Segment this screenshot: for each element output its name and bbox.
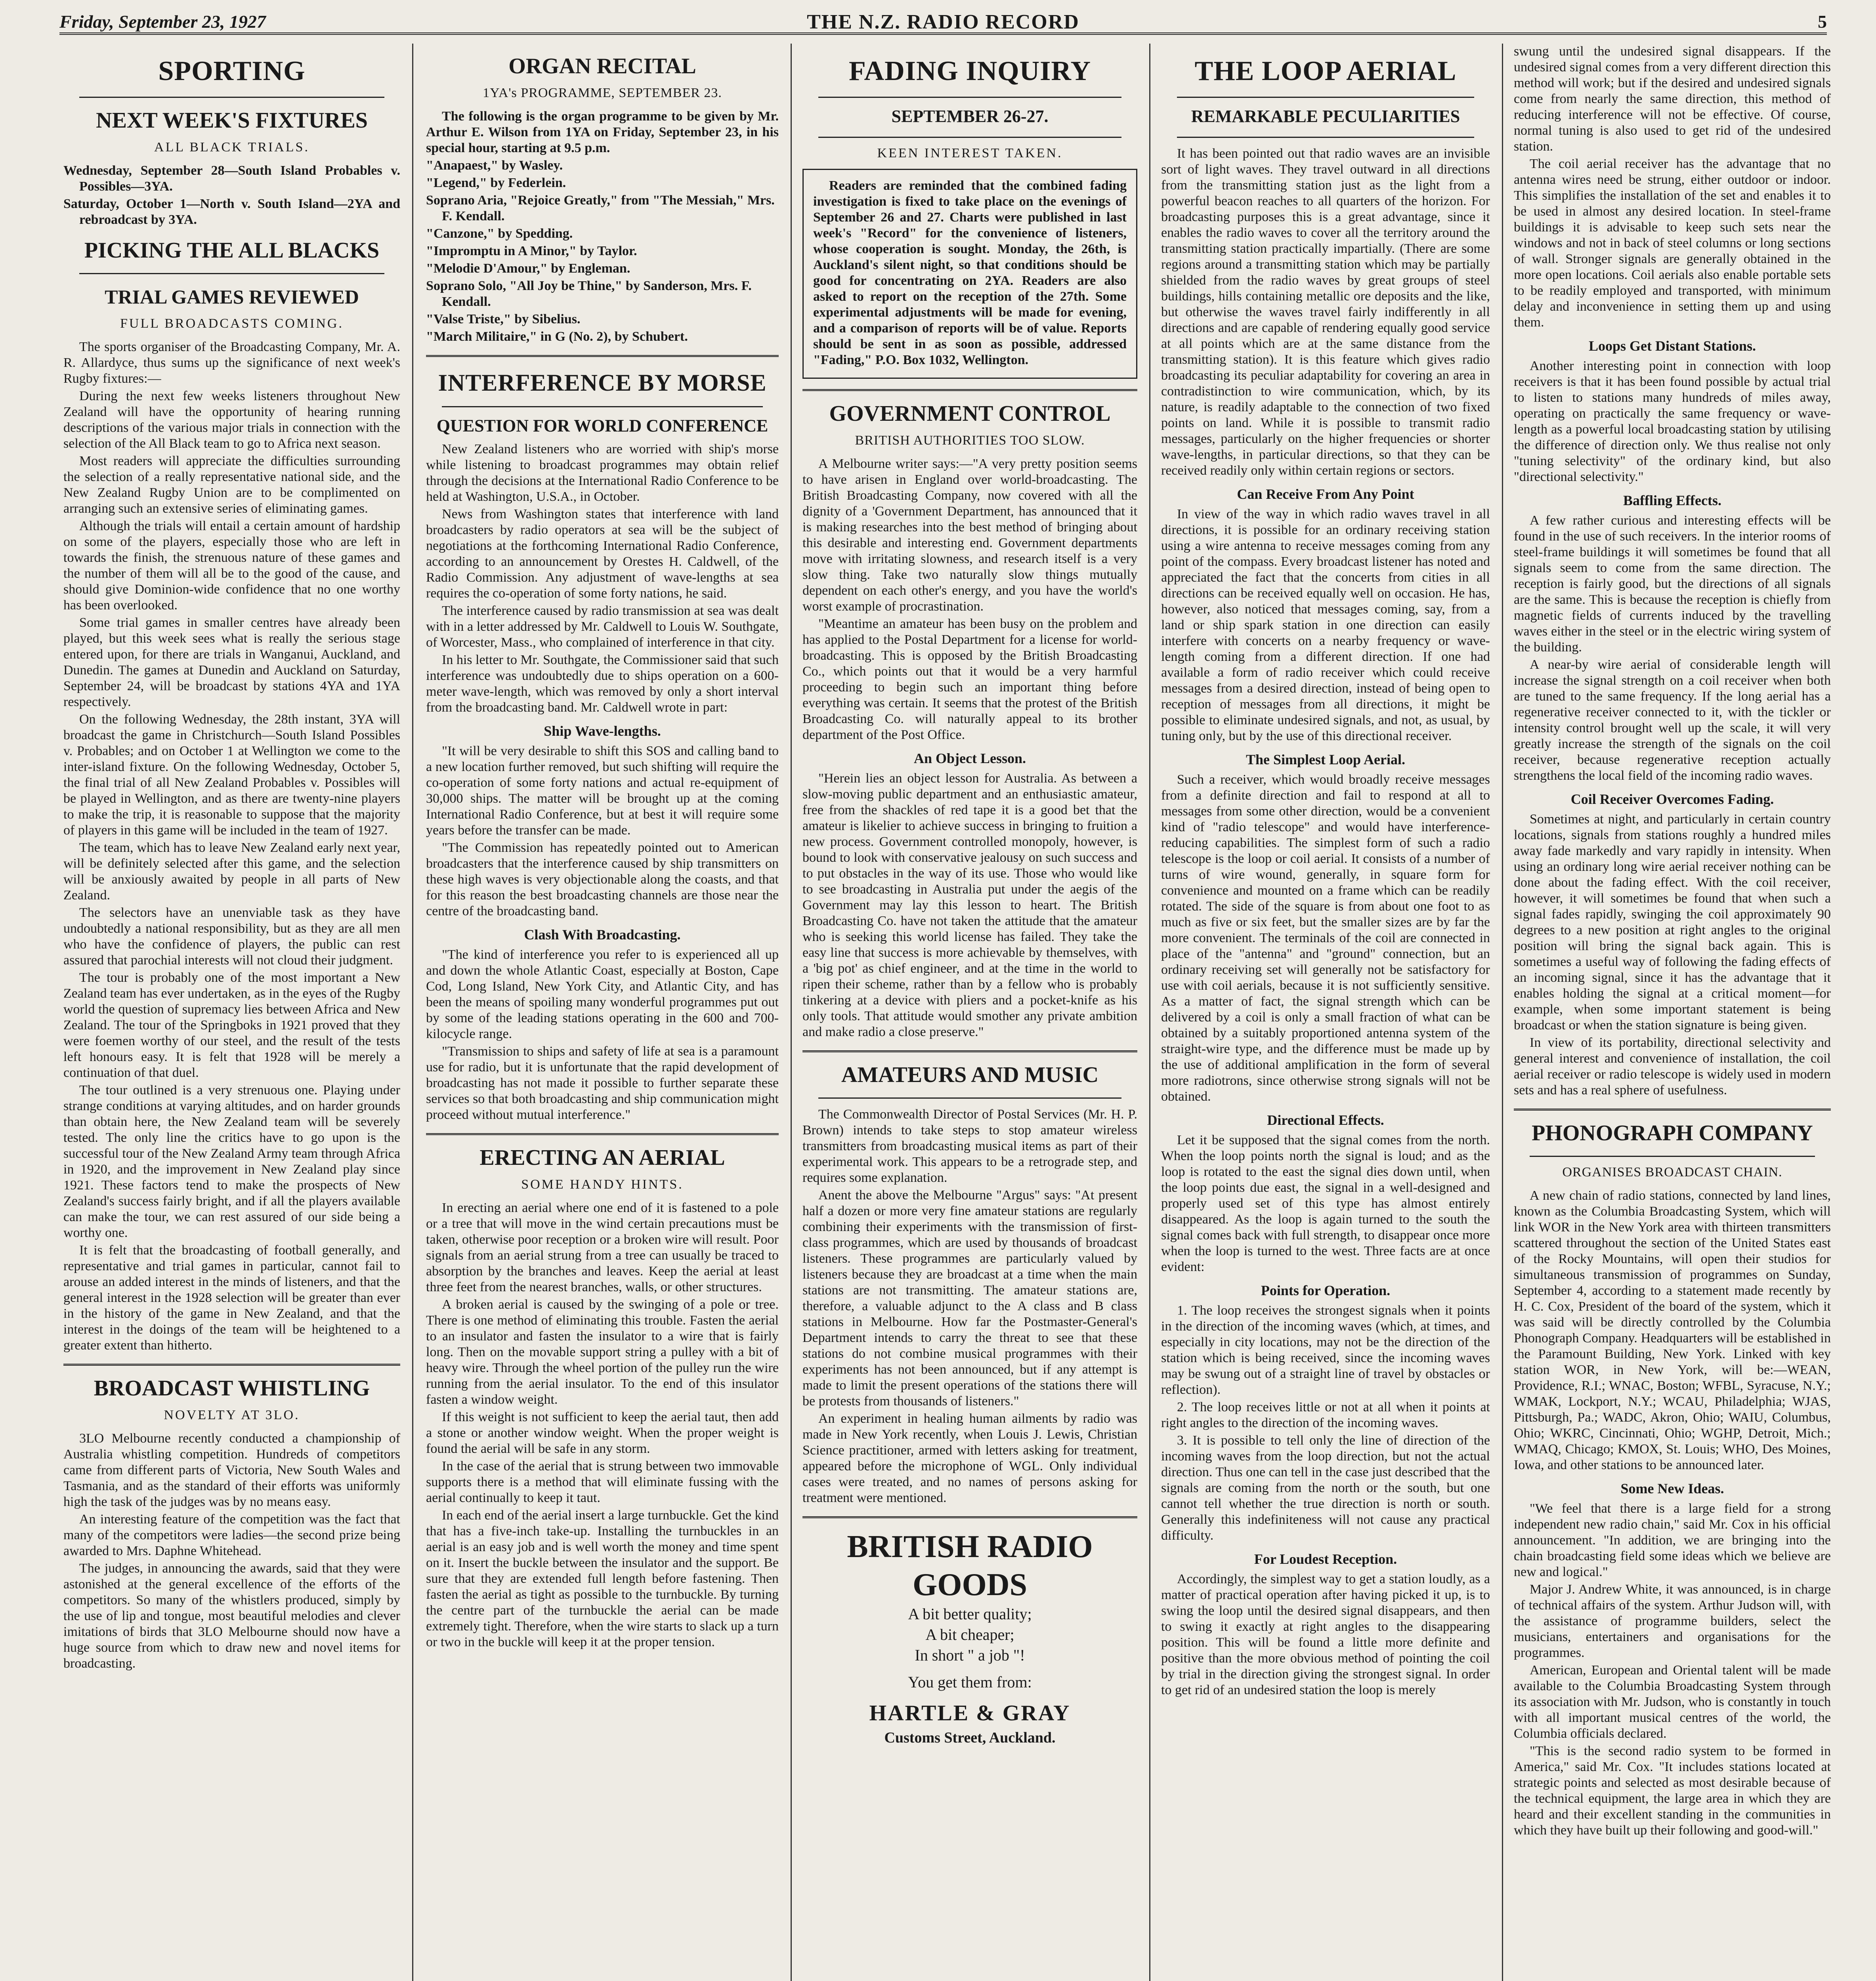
fixtures-subheading: ALL BLACK TRIALS. — [154, 140, 309, 155]
article-paragraph: The selectors have an unenviable task as they have undoubtedly a national responsibility, but as they are all men who have the confidence of players, the public can rest assured that parochial interests will not cloud their judgment. — [63, 905, 400, 968]
section-subheading: Some New Ideas. — [1620, 1481, 1724, 1496]
column-rule — [412, 44, 413, 1981]
section-subheading: Clash With Broadcasting. — [524, 927, 681, 943]
organ-recital-heading: ORGAN RECITAL — [508, 54, 696, 78]
article-paragraph: Accordingly, the simplest way to get a station loudly, as a matter of practical operation after having picked it up, is to swing the loop until the desired signal disappears, and then to swing it exactly at right angles to the disappearing position. This will be found a little more definite and positive than the more obvious method of pointing the coil by trial in the direction giving the strongest signal. In order to get rid of an undesired station the loop is merely — [1161, 1572, 1490, 1697]
section-subheading: For Loudest Reception. — [1254, 1551, 1397, 1567]
ad-line: A bit cheaper; — [925, 1626, 1014, 1643]
advertisement — [802, 1528, 1137, 1746]
article-paragraph: It has been pointed out that radio waves are an invisible sort of light waves. They travel outward in all directions from the transmitting station just as the light from a powerful beacon reaches to all quarters of the horizon. For broadcasting purposes this is a great advantage, since it enables the radio waves to cover all the territory around the transmitting station practically impartially. (There are some regions around a transmitting station which may be partially shielded from the radio waves by great groups of steel buildings, hills containing metallic ore deposits and the like, but otherwise the waves travel fairly indifferently in all directions and are capable of rendering equally good service at all points which are at the same distance from the transmitting station). It is this feature which gives radio broadcasting its peculiar adaptability for covering an area in contradistinction to wire communication, which, by its nature, is readily adaptable to the connection of two fixed points on land. While it is possible to transmit radio messages, particularly on the higher frequencies or shorter wave-lengths, in particular directions, so that they can be received readily only within certain regions or sectors. — [1161, 146, 1490, 478]
programme-item: Soprano Solo, "All Joy be Thine," by Sanderson, Mrs. F. Kendall. — [426, 279, 752, 309]
section-subheading: Coil Receiver Overcomes Fading. — [1570, 791, 1774, 807]
fixture-item: Wednesday, September 28—South Island Probables v. Possibles—3YA. — [63, 163, 400, 194]
fading-subheading: KEEN INTEREST TAKEN. — [877, 146, 1063, 160]
article-paragraph: "This is the second radio system to be formed in America," said Mr. Cox. "It includes stations located at strategic points and selected as most desirable because of the technical equipment, the large area in which they are heard and their excellent standing in the communities in which they have built up their following and good-will." — [1514, 1744, 1831, 1838]
article-paragraph: The judges, in announcing the awards, said that they were astonished at the general excellence of the efforts of the competitors. So many of the whistlers produced, simply by the use of lip and tongue, most beautiful melodies and clever imitations of birds that 3LO Melbourne should now have a huge source from which to draw new and novel items for broadcasting. — [63, 1561, 400, 1671]
programme-item: "March Militaire," in G (No. 2), by Schubert. — [426, 329, 688, 344]
divider — [818, 137, 1121, 138]
divider — [426, 1133, 779, 1135]
article-paragraph: An interesting feature of the competition was the fact that many of the competitors were ladies—the second prize being awarded to Mrs. Daphne Whitehead. — [63, 1512, 400, 1558]
divider — [1530, 1156, 1815, 1157]
article-paragraph: 3LO Melbourne recently conducted a championship of Australia whistling competition. Hundreds of competitors came from different parts of Victoria, New South Wales and Tasmania, and as the standard of their efforts was uniformly high the task of the judges was by no means easy. — [63, 1431, 400, 1509]
ad-line: You get them from: — [908, 1673, 1032, 1691]
programme-item: "Legend," by Federlein. — [426, 176, 566, 190]
article-paragraph: A new chain of radio stations, connected by land lines, known as the Columbia Broadcasting System, which will link WOR in the New York area with thirteen transmitters scattered throughout the section of the United States east of the Rocky Mountains, will open their studios for simultaneous transmission of programmes on Sunday, September 4, according to a statement made recently by H. C. Cox, President of the board of the system, which it was said will be directly controlled by the Columbia Phonograph Company. Headquarters will be established in the Paramount Building, New York. Linked with key station WOR, in New York, will be:—WEAN, Providence, R.I.; WNAC, Boston; WFBL, Syracuse, N.Y.; WMAK, Lockport, N.Y.; WCAU, Philadelphia; WJAS, Pittsburgh, Pa.; WADC, Akron, Ohio; WAIU, Columbus, Ohio; WKRC, Cincinnati, Ohio; WGHP, Detroit, Mich.; WMAQ, Chicago; KMOX, St. Louis; WHO, Des Moines, Iowa, and other stations to be announced later. — [1514, 1188, 1831, 1472]
ad-address: Customs Street, Auckland. — [884, 1729, 1056, 1746]
fading-notice — [802, 169, 1137, 379]
divider — [63, 1364, 400, 1366]
divider — [802, 1516, 1137, 1518]
fading-dates: SEPTEMBER 26-27. — [891, 107, 1049, 126]
article-paragraph: The Commonwealth Director of Postal Services (Mr. H. P. Brown) intends to take steps to stop amateur wireless transmitters from broadcasting musical items as part of their experimental work. This appears to be a retrograde step, and requires some explanation. — [802, 1107, 1137, 1185]
article-paragraph: "The kind of interference you refer to is experienced all up and down the whole Atlantic Coast, especially at Boston, Cape Cod, Long Island, New York City, and Atlantic City, and has been the means of spoiling many wonderful programmes put out by some of the leading stations operating in the 600 and 700-kilocycle range. — [426, 947, 779, 1041]
article-paragraph: A Melbourne writer says:—"A very pretty position seems to have arisen in England over world-broadcasting. The British Broadcasting Company, now covered with all the dignity of a 'Government Department, has announced that it is making researches into the best method of bringing about this desirable and interesting end. Government departments move with irritating slowness, and research itself is a very slow thing. Take two naturally slow things mutually dependent on each other's energy, and you have the world's worst example of procrastination. — [802, 456, 1137, 614]
article-paragraph: In the case of the aerial that is strung between two immovable supports there is a method that will eliminate fussing with the aerial continually to keep it taut. — [426, 1459, 779, 1505]
section-subheading: The Simplest Loop Aerial. — [1246, 752, 1406, 767]
article-paragraph: swung until the undesired signal disappears. If the undesired signal comes from a very different direction this method will work; but if the desired and undesired signals come from nearly the same direction, this method of reducing interference will not be effective. Of course, normal tuning is also used to get rid of the undesired station. — [1514, 44, 1831, 154]
column-organ-recital — [426, 44, 779, 1981]
article-paragraph: A few rather curious and interesting effects will be found in the use of such receivers. In the interior rooms of steel-frame buildings it will sometimes be found that all signals seem to come from the same direction. The reception is fairly good, but the directions of all signals are the same. This is because the reception is chiefly from magnetic fields of currents induced by the travelling waves either in the steel or in the electric wiring system of the building. — [1514, 513, 1831, 655]
programme-item: "Anapaest," by Wasley. — [426, 158, 563, 173]
article-paragraph: On the following Wednesday, the 28th instant, 3YA will broadcast the game in Christchurch—South Island Possibles v. Probables; and on October 1 at Wellington we come to the inter-island fixture. On the following Wednesday, October 5, the final trial of all New Zealand Probables v. Possibles will be played in Wellington, and as there are twenty-nine players to make the trip, it is reasonable to suppose that the majority of players in this game will be included in the team of 1927. — [63, 712, 400, 838]
article-paragraph: Such a receiver, which would broadly receive messages from a definite direction and fail to respond at all to messages from some other direction, would be a convenient kind of "radio telescope" and would have interference-reducing capabilities. The simplest form of such a radio telescope is the loop or coil aerial. It consists of a number of turns of wire wound, generally, in square form for convenience and mounted on a frame which can be readily rotated. The side of the square is from about one foot to as much as five or six feet, but the smaller sizes are by far the more convenient. The terminals of the coil are connected in place of the "antenna" and "ground" connection, but an ordinary receiving set will generally not be satisfactory for use with coil aerials, because it is not sufficiently sensitive. As a matter of fact, the signal strength which can be delivered by a coil is only a small fraction of what can be obtained by a suitably proportioned antenna system of the straight-wire type, and the difference must be made up by the use of additional amplification in the form of several more radiotrons, since otherwise strong signals will not be obtained. — [1161, 772, 1490, 1104]
article-paragraph: It is felt that the broadcasting of football generally, and representative and trial games in particular, cannot fail to arouse an added interest in the minds of listeners, and that the general interest in the 1928 selection will be greater than ever in the history of the game in New Zealand, and that the interest in the doings of the team will be heightened to a greater extent than hitherto. — [63, 1243, 400, 1353]
notice-text: Readers are reminded that the combined fading investigation is fixed to take place on the evenings of September 26 and 27. Charts were published in last week's "Record" for the convenience of listeners, whose cooperation is sought. Monday, the 26th, is Auckland's silent night, so that conditions should be good for concentrating on 2YA. Readers are also asked to report on the reception of the 27th. Some experimental adjustments will be made for evening, and a comparison of reports will be of value. Reports should be sent in as soon as possible, addressed "Fading," P.O. Box 1032, Wellington. — [813, 178, 1127, 367]
column-rule — [1502, 44, 1503, 1981]
aerial-heading: ERECTING AN AERIAL — [480, 1145, 725, 1170]
ad-line: In short " a job "! — [915, 1646, 1025, 1664]
article-paragraph: Most readers will appreciate the difficulties surrounding the selection of a really representative national side, and the New Zealand Rugby Union are to be complimented on arranging such an extensive series of eliminating games. — [63, 454, 400, 516]
article-paragraph: Although the trials will entail a certain amount of hardship on some of the players, especially those who are left in towards the finish, the strenuous nature of these games and the number of them will all be to the good of the cause, and should give Dominion-wide confidence that no one worthy has been overlooked. — [63, 519, 400, 613]
article-paragraph: In his letter to Mr. Southgate, the Commissioner said that such interference was undoubtedly due to ships operation on a 600-meter wave-length, which was removed by only a short interval from the broadcasting band. Mr. Caldwell wrote in part: — [426, 653, 779, 715]
interference-heading: INTERFERENCE BY MORSE — [438, 370, 767, 396]
divider — [1177, 97, 1474, 98]
divider — [802, 389, 1137, 391]
divider — [1177, 137, 1474, 138]
column-fading-inquiry — [802, 44, 1137, 1981]
section-subheading: Can Receive From Any Point — [1237, 486, 1414, 502]
all-blacks-heading: PICKING THE ALL BLACKS — [84, 238, 380, 263]
fixtures-heading: NEXT WEEK'S FIXTURES — [96, 108, 368, 133]
article-paragraph: New Zealand listeners who are worried with ship's morse while listening to broadcast programmes may obtain relief through the decisions at the International Radio Conference to be held at Washington, U.S.A., in October. — [426, 442, 779, 504]
divider — [1514, 1109, 1831, 1111]
fading-heading: FADING INQUIRY — [848, 56, 1091, 86]
sporting-heading: SPORTING — [158, 56, 306, 86]
section-subheading: Directional Effects. — [1267, 1112, 1384, 1128]
article-paragraph: "It will be very desirable to shift this SOS and calling band to a new location further removed, but such shifting will require the co-operation of some forty nations and actual re-equipment of 30,000 ships. The matter will be brought up at the coming International Radio Conference, but at best it will require some years before the transfer can be made. — [426, 744, 779, 838]
programme-item: "Valse Triste," by Sibelius. — [426, 312, 581, 326]
divider — [79, 97, 384, 98]
section-subheading: Loops Get Distant Stations. — [1588, 338, 1756, 354]
ad-line: A bit better quality; — [908, 1605, 1032, 1623]
article-paragraph: In view of the way in which radio waves travel in all directions, it is possible for an ordinary receiving station using a wire antenna to receive messages coming from any point of the compass. Every broadcast listener has noted and appreciated the fact that the concerts from cities in all directions can be received equally well on occasion. He has, however, also noticed that messages coming, say, from a land or ship spark station in one direction can easily interfere with concerts on a nearby frequency or wave-length coming from a different direction. If one had available a form of radio receiver which could receive messages from a desired direction, instead of being open to reception of messages from all directions, it might be possible to eliminate undesired signals, and not, as usual, by tuning only, but by the use of this directional receiver. — [1161, 507, 1490, 743]
divider — [818, 1097, 1121, 1099]
page-number: 5 — [1818, 11, 1827, 32]
programme-list — [426, 158, 779, 345]
whistling-subheading: NOVELTY AT 3LO. — [164, 1408, 300, 1422]
section-subheading: Points for Operation. — [1261, 1282, 1391, 1298]
article-paragraph: If this weight is not sufficient to keep the aerial taut, then add a stone or another window weight. When the proper weight is found the aerial will be safe in any storm. — [426, 1410, 779, 1456]
programme-item: "Impromptu in A Minor," by Taylor. — [426, 244, 637, 258]
amateurs-heading: AMATEURS AND MUSIC — [841, 1063, 1099, 1087]
article-paragraph: "Herein lies an object lesson for Australia. As between a slow-moving public department and an enthusiastic amateur, free from the shackles of red tape it is a good bet that the amateur is likelier to achieve success in bringing to fruition a new process. Government controlled monopoly, however, is bound to look with conservative jealousy on such success and to put obstacles in the way of its use. Those who would like to see broadcasting in Australia put under the aegis of the Government may lay this lesson to heart. The British Broadcasting Co. have not taken the attitude that the amateur who is seeking this world license has failed. They take the easy line that success is more achievable by themselves, with a 'big pot' as chief engineer, and at the time in the world to ripen their scheme, rather than by a fellow who is probably tinkering at a device with pliers and a pocket-knife as his only tools. That attitude would smother any private ambition and make radio a close preserve." — [802, 771, 1137, 1039]
ad-headline: BRITISH RADIO GOODS — [847, 1529, 1093, 1602]
divider — [442, 406, 763, 407]
article-paragraph: In each end of the aerial insert a large turnbuckle. Get the kind that has a five-inch take-up. Installing the turnbuckles in an aerial is an easy job and is well worth the money and time spent on it. Insert the buckle between the insulator and the support. Be sure that they are extended full length before fastening. Then fasten the aerial as tight as possible to the turnbuckle. By turning the centre part of the turnbuckle the aerial can be made extremely tight. Therefore, when the wire starts to slack up a turn or two in the buckle will keep it at the proper tension. — [426, 1508, 779, 1649]
divider — [79, 273, 384, 274]
article-paragraph: In view of its portability, directional selectivity and general interest and convenience of installation, the coil aerial receiver or radio telescope is widely used in modern sets and has a real sphere of usefulness. — [1514, 1035, 1831, 1097]
fixtures-list — [63, 163, 400, 228]
divider — [818, 97, 1121, 98]
article-paragraph: "Transmission to ships and safety of life at sea is a paramount use for radio, but it is unfortunate that the rapid development of broadcasting has not made it possible to further separate these services so that both broadcasting and ship communication might proceed without mutual interference." — [426, 1044, 779, 1122]
column-sporting — [63, 44, 400, 1981]
article-paragraph: The team, which has to leave New Zealand early next year, will be definitely selected after this game, and the selection will be anxiously awaited by people in all parts of New Zealand. — [63, 840, 400, 903]
article-paragraph: The following is the organ programme to be given by Mr. Arthur E. Wilson from 1YA on Friday, September 23, in his special hour, starting at 9.5 p.m. — [426, 109, 779, 155]
article-paragraph: A near-by wire aerial of considerable length will increase the signal strength on a coil receiver when both are tuned to the same frequency. If the long aerial has a regenerative receiver connected to it, with the tickler or intensity control brought well up the scale, it will very greatly increase the strength of the signals on the coil receiver, because regenerative reception actually strengthens the local field of the incoming radio waves. — [1514, 657, 1831, 783]
article-paragraph: Anent the above the Melbourne "Argus" says: "At present half a dozen or more very fine amateur stations are regularly combining their experiments with the transmission of first-class programmes, which are used by thousands of broadcast listeners. These programmes are particularly valued by listeners because they are broadcast at a time when the main stations are not transmitting. The amateur stations are, therefore, a valuable adjunct to the A class and B class stations in Melbourne. How far the Postmaster-General's Department intends to carry the threat to see that these stations do not combine musical programmes with their experiments has not been announced, but if any attempt is made to limit the present operations of the stations there will be protests from thousands of listeners." — [802, 1188, 1137, 1408]
programme-item: Soprano Aria, "Rejoice Greatly," from "The Messiah," Mrs. F. Kendall. — [426, 193, 775, 223]
article-paragraph: Sometimes at night, and particularly in certain country locations, signals from stations roughly a hundred miles away fade markedly and vary rapidly in intensity. When using an ordinary long wire aerial receiver nothing can be done about the fading effect. With the coil receiver, however, it will sometimes be found that when such a signal fades rapidly, swinging the coil approximately 90 degrees to a new position at right angles to the original position will bring the signal back again. This is sometimes a useful way of following the fading effects of an incoming signal, since it has the advantage that it enables holding the signal at a critical moment—for example, when some important statement is being broadcast or when the station signature is being given. — [1514, 812, 1831, 1032]
whistling-heading: BROADCAST WHISTLING — [94, 1376, 370, 1401]
article-paragraph: Some trial games in smaller centres have already been played, but this week sees what is really the serious stage entered upon, for there are trials in Wanganui, Auckland, and Dunedin. The games at Dunedin and Auckland on Saturday, September 24, will be broadcast by stations 4YA and 1YA respectively. — [63, 615, 400, 709]
government-heading: GOVERNMENT CONTROL — [829, 401, 1111, 426]
article-paragraph: "Meantime an amateur has been busy on the problem and has applied to the Postal Department for a license for world-broadcasting. This is opposed by the British Broadcasting Co., which points out that it would be a very harmful proceeding to begin such an important thing before everything was certain. It seems that the protest of the British Broadcasting Co. will naturally appeal to its brother department of the Post Office. — [802, 616, 1137, 742]
article-paragraph: In erecting an aerial where one end of it is fastened to a pole or a tree that will move in the wind certain precautions must be taken, otherwise poor reception or a broken wire will result. Poor signals from an aerial strung from a tree can usually be traced to absorption by the branches and leaves. Keep the aerial at least three feet from the nearest branches, walls, or other structures. — [426, 1200, 779, 1294]
loop-aerial-subheading: REMARKABLE PECULIARITIES — [1191, 107, 1460, 126]
phonograph-subheading: ORGANISES BROADCAST CHAIN. — [1562, 1165, 1782, 1179]
column-rule — [791, 44, 792, 1981]
masthead-date: Friday, September 23, 1927 — [59, 11, 266, 32]
section-subheading: Ship Wave-lengths. — [544, 723, 661, 739]
column-rule — [1149, 44, 1150, 1981]
article-paragraph: "The Commission has repeatedly pointed out to American broadcasters that the interference caused by ship transmitters on these high waves is very objectionable along the coasts, and that for this reason the best broadcasting channels are those near the centre of the broadcasting band. — [426, 840, 779, 918]
column-loop-aerial — [1161, 44, 1490, 1981]
section-subheading: An Object Lesson. — [913, 750, 1026, 766]
organ-recital-subheading: 1YA's PROGRAMME, SEPTEMBER 23. — [483, 86, 722, 100]
article-paragraph: "We feel that there is a large field for a strong independent new radio chain," said Mr. Cox in his official announcement. "In addition, we are bringing into the chain broadcasting field some ideas which we believe are new and logical." — [1514, 1501, 1831, 1579]
article-paragraph: Another interesting point in connection with loop receivers is that it has been found possible by actual trial to listen to stations many hundreds of miles away, operating on practically the same frequency or wave-length as a powerful local broadcasting station by utilising the difference of direction only. We thus realise not only "tuning selectivity" of the ordinary kind, but also "directional selectivity." — [1514, 359, 1831, 484]
programme-item: "Melodie D'Amour," by Engleman. — [426, 261, 630, 276]
masthead — [59, 8, 1827, 35]
article-paragraph: The tour outlined is a very strenuous one. Playing under strange conditions at varying altitudes, and on harder grounds than obtain here, the New Zealand team will be severely tested. The only line the critics have to go upon is the successful tour of the New Zealand Army team through Africa in 1920, and the improvement in New Zealand play since 1921. These factors tend to make the prospects of New Zealand's success fairly bright, and if all the players available can make the tour, we can rest assured of our side being a worthy one. — [63, 1083, 400, 1240]
loop-aerial-heading: THE LOOP AERIAL — [1194, 56, 1457, 86]
masthead-title: THE N.Z. RADIO RECORD — [807, 11, 1079, 33]
programme-item: "Canzone," by Spedding. — [426, 226, 573, 241]
fixture-item: Saturday, October 1—North v. South Island—2YA and rebroadcast by 3YA. — [63, 197, 400, 227]
phonograph-heading: PHONOGRAPH COMPANY — [1532, 1121, 1813, 1145]
article-paragraph: Major J. Andrew White, it was announced, is in charge of technical affairs of the system. Arthur Judson will, with the assistance of programme builders, select the musicians, entertainers and organisations for the programmes. — [1514, 1582, 1831, 1660]
section-subheading: Baffling Effects. — [1623, 492, 1721, 508]
aerial-subheading: SOME HANDY HINTS. — [521, 1177, 684, 1192]
list-item: 1. The loop receives the strongest signals when it points in the direction of the incoming waves (which, at times, and especially in city locations, may not be the direction of the station which is being received, since the incoming waves may be swung out of a straight line of travel by obstacles or reflection). — [1161, 1303, 1490, 1397]
article-paragraph: News from Washington states that interference with land broadcasters by radio operators at sea will be the subject of negotiations at the forthcoming International Radio Conference, according to an announcement by Orestes H. Caldwell, of the Radio Commission. Any adjustment of wave-lengths at sea requires the co-operation of some forty nations, he said. — [426, 507, 779, 601]
article-paragraph: A broken aerial is caused by the swinging of a pole or tree. There is one method of eliminating this trouble. Fasten the aerial to an insulator and fasten the insulator to a wire that is fairly long. Then on the movable support string a pulley with a bit of heavy wire. Through the wheel portion of the pulley run the wire running from the aerial insulator. To the end of this insulator fasten a window weight. — [426, 1297, 779, 1407]
article-paragraph: During the next few weeks listeners throughout New Zealand will have the opportunity of hearing running descriptions of the various major trials in connection with the selection of the All Black team to go to Africa next season. — [63, 389, 400, 451]
article-paragraph: The interference caused by radio transmission at sea was dealt with in a letter addressed by Mr. Caldwell to Louis W. Southgate, of Worcester, Mass., who complained of interference in that city. — [426, 603, 779, 650]
article-paragraph: The sports organiser of the Broadcasting Company, Mr. A. R. Allardyce, thus sums up the significance of next week's Rugby fixtures:— — [63, 340, 400, 386]
interference-subheading: QUESTION FOR WORLD CONFERENCE — [436, 416, 768, 435]
government-subheading: BRITISH AUTHORITIES TOO SLOW. — [855, 433, 1085, 448]
column-continued — [1514, 44, 1831, 1981]
list-item: 3. It is possible to tell only the line of direction of the incoming waves from the loop direction, but not the actual direction. Thus one can tell in the case just described that the signals are coming from the north or the south, but one cannot tell whether the true direction is north or south. Generally this indefiniteness will not cause any practical difficulty. — [1161, 1433, 1490, 1543]
article-paragraph: The coil aerial receiver has the advantage that no antenna wires need be strung, either outdoor or indoor. This simplifies the installation of the set and enables it to be used in almost any desired location. In steel-frame buildings it is advisable to keep such sets near the windows and not in back of steel columns or long sections of wall. Stronger signals are generally obtained in the more open locations. Coil aerials also enable portable sets to be readily employed and transported, with minimum delay and inconvenience in setting them up and using them. — [1514, 156, 1831, 330]
list-item: 2. The loop receives little or not at all when it points at right angles to the direction of the incoming waves. — [1161, 1400, 1490, 1430]
trial-games-heading: TRIAL GAMES REVIEWED — [105, 286, 359, 308]
divider — [802, 1050, 1137, 1052]
article-paragraph: Let it be supposed that the signal comes from the north. When the loop points north the signal is loud; and as the loop is rotated to the east the signal dies down until, when the loop points due east, the signal in a well-designed and properly used set of this type has almost entirely disappeared. As the loop is again turned to the south the signal comes back with full strength, to disappear once more when the loop is turned to the west. Three facts are at once evident: — [1161, 1133, 1490, 1274]
article-paragraph: The tour is probably one of the most important a New Zealand team has ever undertaken, as in the eyes of the Rugby world the question of supremacy lies between Africa and New Zealand. The tour of the Springboks in 1921 proved that they were foemen worthy of our steel, and the result of the tests left honours easy. It is felt that 1928 will be merely a continuation of that duel. — [63, 970, 400, 1080]
article-paragraph: American, European and Oriental talent will be made available to the Columbia Broadcasting System through its association with Mr. Judson, who is constantly in touch with all important musical centres of the world, the Columbia officials declared. — [1514, 1663, 1831, 1741]
article-paragraph: An experiment in healing human ailments by radio was made in New York recently, when Louis J. Lewis, Christian Science practitioner, armed with letters asking for treatment, appeared before the microphone of WGL. Only individual cases were treated, and no names of persons asking for treatment were mentioned. — [802, 1411, 1137, 1505]
trial-games-subheading: FULL BROADCASTS COMING. — [120, 316, 344, 331]
divider — [426, 355, 779, 357]
ad-firm: HARTLE & GRAY — [869, 1701, 1071, 1725]
